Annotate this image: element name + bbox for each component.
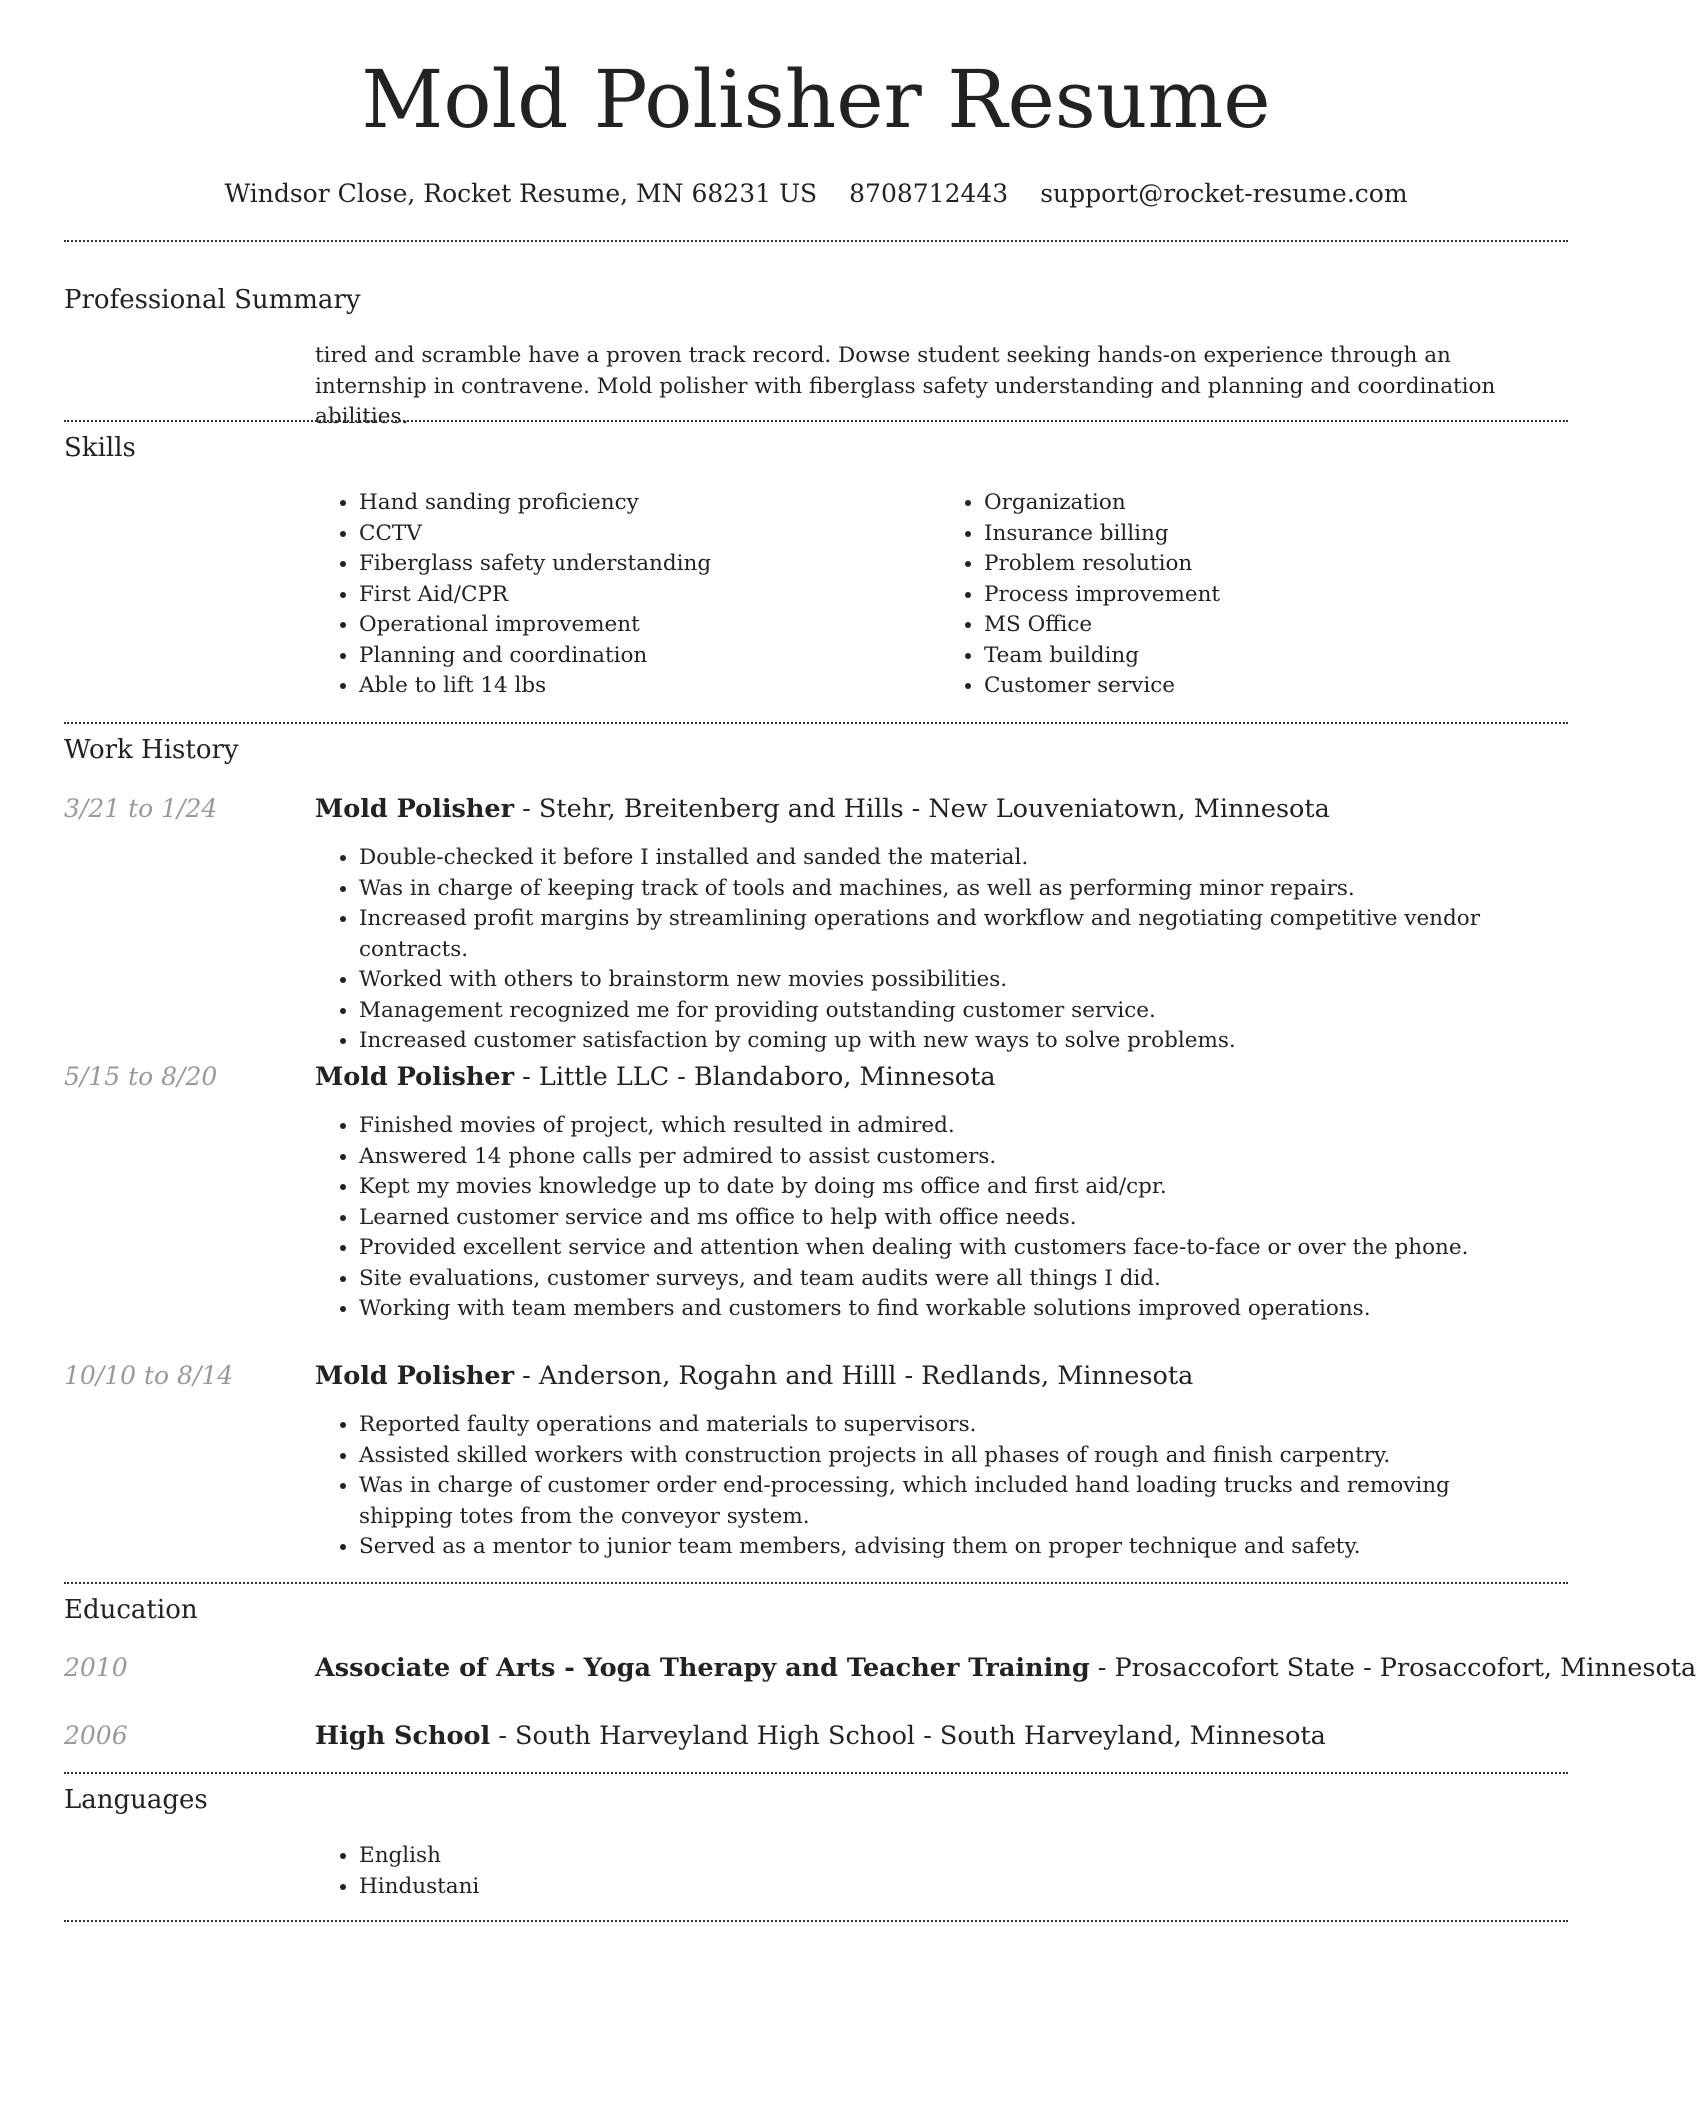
resume-header xyxy=(0,0,1632,210)
skill-item: • Planning and coordination xyxy=(359,641,940,672)
job-title xyxy=(315,1360,1193,1392)
job-bullet: • Kept my movies knowledge up to date by doing ms office and first aid/cpr. xyxy=(359,1172,1565,1203)
skill-item: • Operational improvement xyxy=(359,610,940,641)
education-heading: Education xyxy=(64,1595,198,1625)
resume-name: Mold Polisher Resume xyxy=(361,53,1271,146)
skills-column-right xyxy=(940,488,1565,702)
contact-phone: 8708712443 xyxy=(849,179,1009,208)
job-bullet: • Finished movies of project, which resulted in admired. xyxy=(359,1111,1565,1142)
job-role: Mold Polisher xyxy=(315,794,515,824)
job-bullet: • Was in charge of keeping track of tools and machines, as well as performing minor repairs. xyxy=(359,874,1565,905)
summary-text xyxy=(315,341,1515,433)
job-company: - Little LLC - Blandaboro, Minnesota xyxy=(514,1062,996,1092)
summary-paragraph: tired and scramble have a proven track record. Dowse student seeking hands-on experience through an internship in contravene. Mold polisher with fiberglass safety understanding and planning and coordination abilities. xyxy=(315,343,1496,429)
divider xyxy=(64,240,1568,242)
job-role: Mold Polisher xyxy=(315,1361,515,1391)
language-item: • English xyxy=(359,1841,1565,1872)
education-degree: High School xyxy=(315,1721,491,1751)
job-bullet: • Learned customer service and ms office to help with office needs. xyxy=(359,1203,1565,1234)
job-bullet: • Double-checked it before I installed and sanded the material. xyxy=(359,843,1565,874)
skill-item: • Organization xyxy=(984,488,1565,519)
job-bullet: • Increased profit margins by streamlining operations and workflow and negotiating competitive vendor contracts. xyxy=(359,904,1565,965)
skill-item: • Customer service xyxy=(984,671,1565,702)
contact-email: support@rocket-resume.com xyxy=(1040,179,1408,208)
contact-address: Windsor Close, Rocket Resume, MN 68231 US xyxy=(224,179,818,208)
languages-list xyxy=(315,1841,1565,1902)
job-bullet: • Management recognized me for providing outstanding customer service. xyxy=(359,996,1565,1027)
divider xyxy=(64,420,1568,422)
skill-item: • CCTV xyxy=(359,519,940,550)
skills-list xyxy=(315,488,1565,702)
job-title xyxy=(315,1061,996,1093)
summary-heading: Professional Summary xyxy=(64,285,361,315)
job-bullets xyxy=(315,843,1565,1057)
education-degree: Associate of Arts - Yoga Therapy and Teacher Training xyxy=(315,1653,1090,1683)
education-school: - South Harveyland High School - South Harveyland, Minnesota xyxy=(490,1721,1326,1751)
skills-column-left xyxy=(315,488,940,702)
job-dates: 10/10 to 8/14 xyxy=(64,1361,234,1390)
job-dates: 5/15 to 8/20 xyxy=(64,1062,218,1091)
job-bullet: • Worked with others to brainstorm new movies possibilities. xyxy=(359,965,1565,996)
skill-item: • Fiberglass safety understanding xyxy=(359,549,940,580)
education-year: 2006 xyxy=(64,1721,128,1750)
divider xyxy=(64,1772,1568,1774)
job-bullet: • Provided excellent service and attention when dealing with customers face-to-face or over the phone. xyxy=(359,1233,1565,1264)
skill-item: • First Aid/CPR xyxy=(359,580,940,611)
skill-item: • Hand sanding proficiency xyxy=(359,488,940,519)
job-bullet: • Answered 14 phone calls per admired to assist customers. xyxy=(359,1142,1565,1173)
contact-line xyxy=(0,178,1632,210)
divider xyxy=(64,1582,1568,1584)
job-role: Mold Polisher xyxy=(315,1062,515,1092)
skill-item: • Process improvement xyxy=(984,580,1565,611)
skill-item: • MS Office xyxy=(984,610,1565,641)
job-bullet: • Served as a mentor to junior team members, advising them on proper technique and safety. xyxy=(359,1532,1545,1563)
languages-heading: Languages xyxy=(64,1785,208,1815)
language-item: • Hindustani xyxy=(359,1872,1565,1903)
job-dates: 3/21 to 1/24 xyxy=(64,794,218,823)
skill-item: • Team building xyxy=(984,641,1565,672)
job-bullets xyxy=(315,1111,1565,1325)
job-bullet: • Was in charge of customer order end-processing, which included hand loading trucks and removing shipping totes from the conveyor system. xyxy=(359,1471,1545,1532)
job-bullet: • Increased customer satisfaction by coming up with new ways to solve problems. xyxy=(359,1026,1565,1057)
education-school: - Prosaccofort State - Prosaccofort, Minnesota xyxy=(1089,1653,1696,1683)
job-bullet: • Assisted skilled workers with construction projects in all phases of rough and finish carpentry. xyxy=(359,1441,1545,1472)
job-company: - Anderson, Rogahn and Hilll - Redlands, Minnesota xyxy=(514,1361,1194,1391)
education-year: 2010 xyxy=(64,1653,128,1682)
job-bullet: • Working with team members and customers to find workable solutions improved operations. xyxy=(359,1294,1565,1325)
job-title xyxy=(315,793,1330,825)
skill-item: • Able to lift 14 lbs xyxy=(359,671,940,702)
divider xyxy=(64,722,1568,724)
work-heading: Work History xyxy=(64,735,239,765)
skill-item: • Insurance billing xyxy=(984,519,1565,550)
skill-item: • Problem resolution xyxy=(984,549,1565,580)
education-entry xyxy=(315,1652,1696,1684)
job-company: - Stehr, Breitenberg and Hills - New Louveniatown, Minnesota xyxy=(514,794,1330,824)
job-bullet: • Site evaluations, customer surveys, and team audits were all things I did. xyxy=(359,1264,1565,1295)
divider xyxy=(64,1920,1568,1922)
skills-heading: Skills xyxy=(64,433,136,463)
education-entry xyxy=(315,1720,1326,1752)
job-bullet: • Reported faulty operations and materials to supervisors. xyxy=(359,1410,1545,1441)
job-bullets xyxy=(315,1410,1545,1563)
